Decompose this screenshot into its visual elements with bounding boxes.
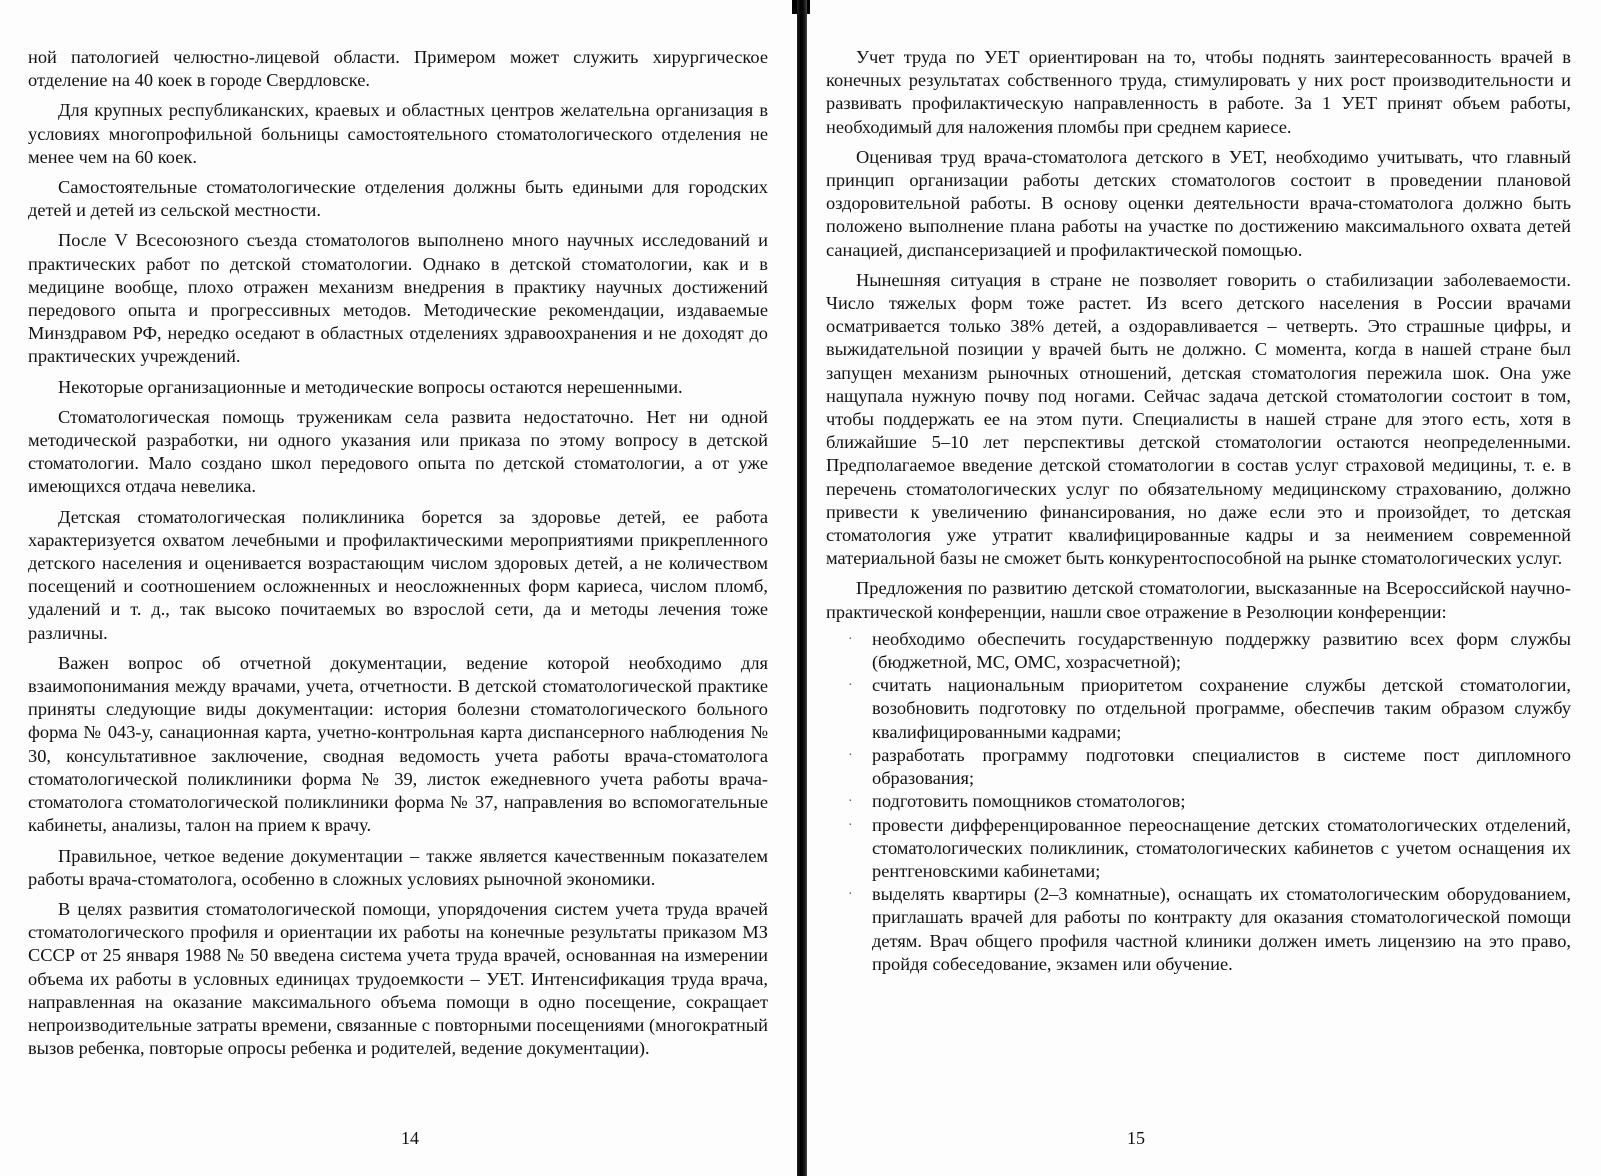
paragraph: Для крупных республиканских, краевых и областных центров желательна организация в условиях многопрофильной больницы самостоятельного стоматологического отделения не менее чем на 60 коек.: [28, 100, 768, 167]
right-page-text: [826, 46, 1571, 976]
paragraph: Оценивая труд врача-стоматолога детского в УЕТ, необходимо учитывать, что главный принцип организации работы детских стоматологов состоит в проведении плановой оздоровительной работы. В основу оценки деятельности врача-стоматолога должно быть положено выполнение плана работы на участке по достижению максимального охвата детей санацией, диспансеризацией и профилактической помощью.: [826, 146, 1571, 260]
left-page: [0, 0, 800, 1176]
resolution-list: [826, 628, 1571, 976]
paragraph: Учет труда по УЕТ ориентирован на то, чтобы поднять заинтересованность врачей в конечных результатах собственного труда, стимулировать у них рост производительности и развивать профилактическую направленность в работе. За 1 УЕТ принят объем работы, необходимый для наложения пломбы при среднем кариесе.: [826, 47, 1571, 137]
paragraph: Самостоятельные стоматологические отделения должны быть едиными для городских детей и детей из сельской местности.: [28, 177, 768, 221]
list-item: [848, 674, 1571, 744]
list-item-text: необходимо обеспечить государственную поддержку развитию всех форм службы (бюджетной, МС, ОМС, хозрасчетной);: [872, 628, 1571, 673]
page-number: 15: [1127, 1128, 1145, 1148]
bullet-icon: ·: [848, 631, 853, 647]
list-item: [848, 744, 1571, 790]
list-item-text: выделять квартиры (2–3 комнатные), оснащать их стоматологическим оборудованием, приглашать врачей для работы по контракту для оказания стоматологической помощи детям. Врач общего профиля частной клиники должен иметь лицензию на это право, пройдя собеседование, экзамен или обучение.: [872, 884, 1571, 974]
paragraph: После V Всесоюзного съезда стоматологов выполнено много научных исследований и практических работ по детской стоматологии. Однако в детской стоматологии, как и в медицине вообще, плохо отражен механизм внедрения в практику научных достижений передового опыта и прогрессивных методов. Методические рекомендации, издаваемые Минздравом РФ, нередко оседают в областных отделениях здравоохранения и не доходят до практических учреждений.: [28, 230, 768, 367]
bullet-icon: ·: [848, 794, 853, 810]
left-page-text: [28, 46, 768, 1060]
list-item-text: разработать программу подготовки специалистов в системе пост дипломного образования;: [872, 744, 1571, 789]
paragraph: В целях развития стоматологической помощи, упорядочения систем учета труда врачей стоматологического профиля и ориентации их работы на конечные результаты приказом МЗ СССР от 25 января 1988 № 50 введена система учета труда врачей, основанная на измерении объема их работы в условных единицах трудоемкости – УЕТ. Интенсификация труда врача, направленная на оказание максимального объема помощи в одно посещение, сокращает непроизводительные затраты времени, связанные с повторными посещениями (многократный вызов ребенка, повторые опросы ребенка и родителей, ведение документации).: [28, 898, 768, 1059]
list-item: [848, 628, 1571, 674]
list-item-text: считать национальным приоритетом сохранение службы детской стоматологии, возобновить подготовку по отдельной программе, обеспечив таким образом службу квалифицированными кадрами;: [872, 675, 1571, 742]
list-item: [848, 814, 1571, 884]
right-page: [806, 0, 1601, 1176]
list-item: [848, 883, 1571, 976]
list-item-text: провести дифференцированное переоснащение детских стоматологических отделений, стоматологических поликлиник, стоматологических кабинетов с учетом оснащения их рентгеновскими кабинетами;: [872, 814, 1571, 881]
paragraph: Стоматологическая помощь труженикам села развита недостаточно. Нет ни одной методической разработки, ни одного указания или приказа по этому вопросу в детской стоматологии. Мало создано школ передового опыта по детской стоматологии, а от уже имеющихся отдача невелика.: [28, 406, 768, 497]
list-item: [848, 790, 1571, 813]
paragraph: Детская стоматологическая поликлиника борется за здоровье детей, ее работа характеризуется охватом лечебными и профилактическими мероприятиями прикрепленного детского населения и оценивается возрастающим числом здоровых детей, а не количеством посещений и соотношением осложненных и неосложненных форм кариеса, числом пломб, удалений и т. д., так высоко почитаемых во взрослой сети, да и методы лечения тоже различны.: [28, 506, 768, 643]
paragraph: Важен вопрос об отчетной документации, ведение которой необходимо для взаимопонимания между врачами, учета, отчетности. В детской стоматологической практике приняты следующие виды документации: история болезни стоматологического больного форма № 043-у, санационная карта, учетно-контрольная карта диспансерного наблюдения № 30, консультативное заключение, сводная ведомость учета работы врача-стоматолога стоматологической поликлиники форма № 39, листок ежедневного учета работы врача-стоматолога стоматологической поликлиники форма № 37, направления во вспомогательные кабинеты, анализы, талон на прием к врачу.: [28, 652, 768, 836]
page-number: 14: [401, 1128, 419, 1148]
bullet-icon: ·: [848, 817, 853, 833]
paragraph: ной патологией челюстно-лицевой области. Примером может служить хирургическое отделение на 40 коек в городе Свердловске.: [28, 47, 768, 91]
paragraph: Некоторые организационные и методические вопросы остаются нерешенными.: [58, 376, 683, 397]
list-item-text: подготовить помощников стоматологов;: [872, 791, 1186, 812]
paragraph: Правильное, четкое ведение документации – также является качественным показателем работы врача-стоматолога, особенно в сложных условиях рыночной экономики.: [28, 845, 768, 889]
bullet-icon: ·: [848, 678, 853, 694]
paragraph: Предложения по развитию детской стоматологии, высказанные на Всероссийской научно-практической конференции, нашли свое отражение в Резолюции конференции:: [826, 578, 1571, 622]
paragraph: Нынешняя ситуация в стране не позволяет говорить о стабилизации заболеваемости. Число тяжелых форм тоже растет. Из всего детского населения в России врачами осматривается только 38% детей, а оздоравливается – четверть. Это страшные цифры, и выжидательной позиции у врачей быть не должно. С момента, когда в нашей стране был запущен механизм рыночных отношений, детская стоматология пережила шок. Она уже нащупала нужную почву под ногами. Сейчас задача детской стоматологии состоит в том, чтобы поддержать ее на этом пути. Специалисты в нашей стране для этого есть, хотя в ближайшие 5–10 лет перспективы детской стоматологии остаются неопределенными. Предполагаемое введение детской стоматологии в состав услуг страховой медицины, т. е. в перечень стоматологических услуг по обязательному медицинскому страхованию, должно привести к увеличению финансирования, но даже если это и произойдет, то детская стоматология уже утратит квалифицированные кадры и за неимением современной материальной базы не сможет быть конкурентоспособной на рынке стоматологических услуг.: [826, 269, 1571, 569]
bullet-icon: ·: [848, 747, 853, 763]
bullet-icon: ·: [848, 887, 853, 903]
